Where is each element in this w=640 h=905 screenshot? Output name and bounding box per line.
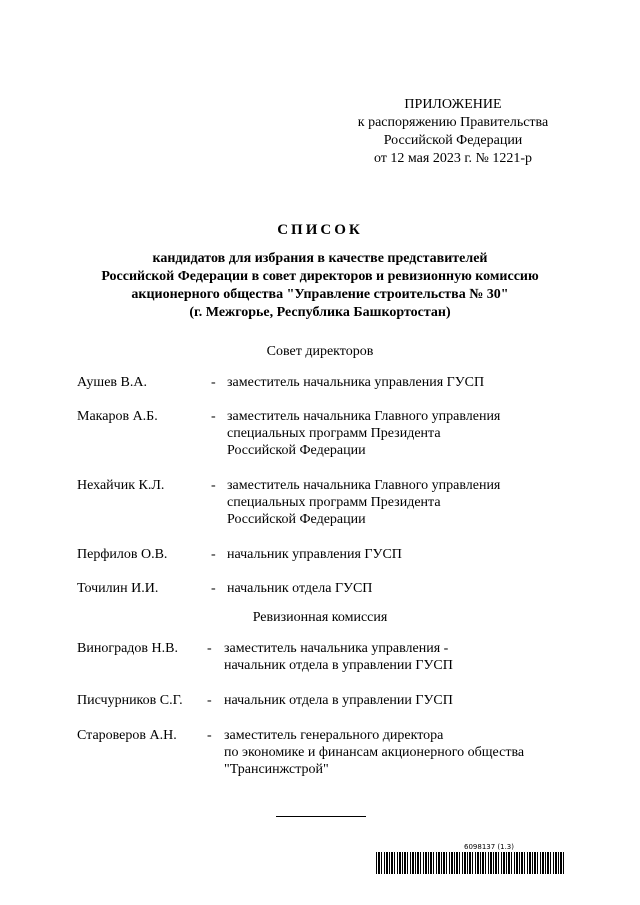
appendix-line: к распоряжению Правительства xyxy=(357,115,549,130)
subtitle-line: акционерного общества "Управление строительства № 30" xyxy=(131,287,509,302)
member-position: заместитель начальника управления ГУСП xyxy=(227,375,485,390)
separator-line xyxy=(276,816,366,817)
subtitle-line: кандидатов для избрания в качестве представителей xyxy=(152,251,488,266)
member-name: Виноградов Н.В. xyxy=(77,641,178,656)
subtitle-line: (г. Межгорье, Республика Башкортостан) xyxy=(189,305,451,320)
member-position: заместитель начальника Главного управления специальных программ Президента Российской Федерации xyxy=(227,478,501,527)
member-name: Перфилов О.В. xyxy=(77,547,168,562)
subtitle-line: Российской Федерации в совет директоров и ревизионную комиссию xyxy=(101,269,539,284)
member-position: начальник отдела в управлении ГУСП xyxy=(224,693,453,708)
member-dash: - xyxy=(211,478,216,493)
member-dash: - xyxy=(211,375,216,390)
section-heading-board: Совет директоров xyxy=(266,344,374,359)
member-name: Макаров А.Б. xyxy=(77,409,158,424)
member-position: заместитель генерального директора по экономике и финансам акционерного общества "Трансинжстрой" xyxy=(224,728,525,777)
member-name: Староверов А.Н. xyxy=(77,728,177,743)
appendix-line: Российской Федерации xyxy=(383,133,523,148)
member-position: начальник отдела ГУСП xyxy=(227,581,373,596)
member-dash: - xyxy=(211,581,216,596)
member-dash: - xyxy=(207,693,212,708)
appendix-heading: ПРИЛОЖЕНИЕ xyxy=(404,97,502,112)
member-dash: - xyxy=(211,547,216,562)
member-name: Аушев В.А. xyxy=(77,375,147,390)
appendix-block xyxy=(338,96,568,168)
member-dash: - xyxy=(211,409,216,424)
document-title: СПИСОК xyxy=(277,222,363,238)
appendix-date-number: от 12 мая 2023 г. № 1221-р xyxy=(373,151,533,166)
member-name: Писчурников С.Г. xyxy=(77,693,183,708)
member-position: заместитель начальника Главного управления специальных программ Президента Российской Федерации xyxy=(227,409,501,458)
member-dash: - xyxy=(207,641,212,656)
document-subtitle xyxy=(0,250,640,322)
barcode xyxy=(376,852,566,874)
member-position: начальник управления ГУСП xyxy=(227,547,402,562)
document-code: 6098137 (1.3) xyxy=(464,843,514,851)
section-heading-audit: Ревизионная комиссия xyxy=(252,610,388,625)
member-position: заместитель начальника управления - начальник отдела в управлении ГУСП xyxy=(224,641,453,673)
member-dash: - xyxy=(207,728,212,743)
member-name: Точилин И.И. xyxy=(77,581,159,596)
member-name: Нехайчик К.Л. xyxy=(77,478,165,493)
